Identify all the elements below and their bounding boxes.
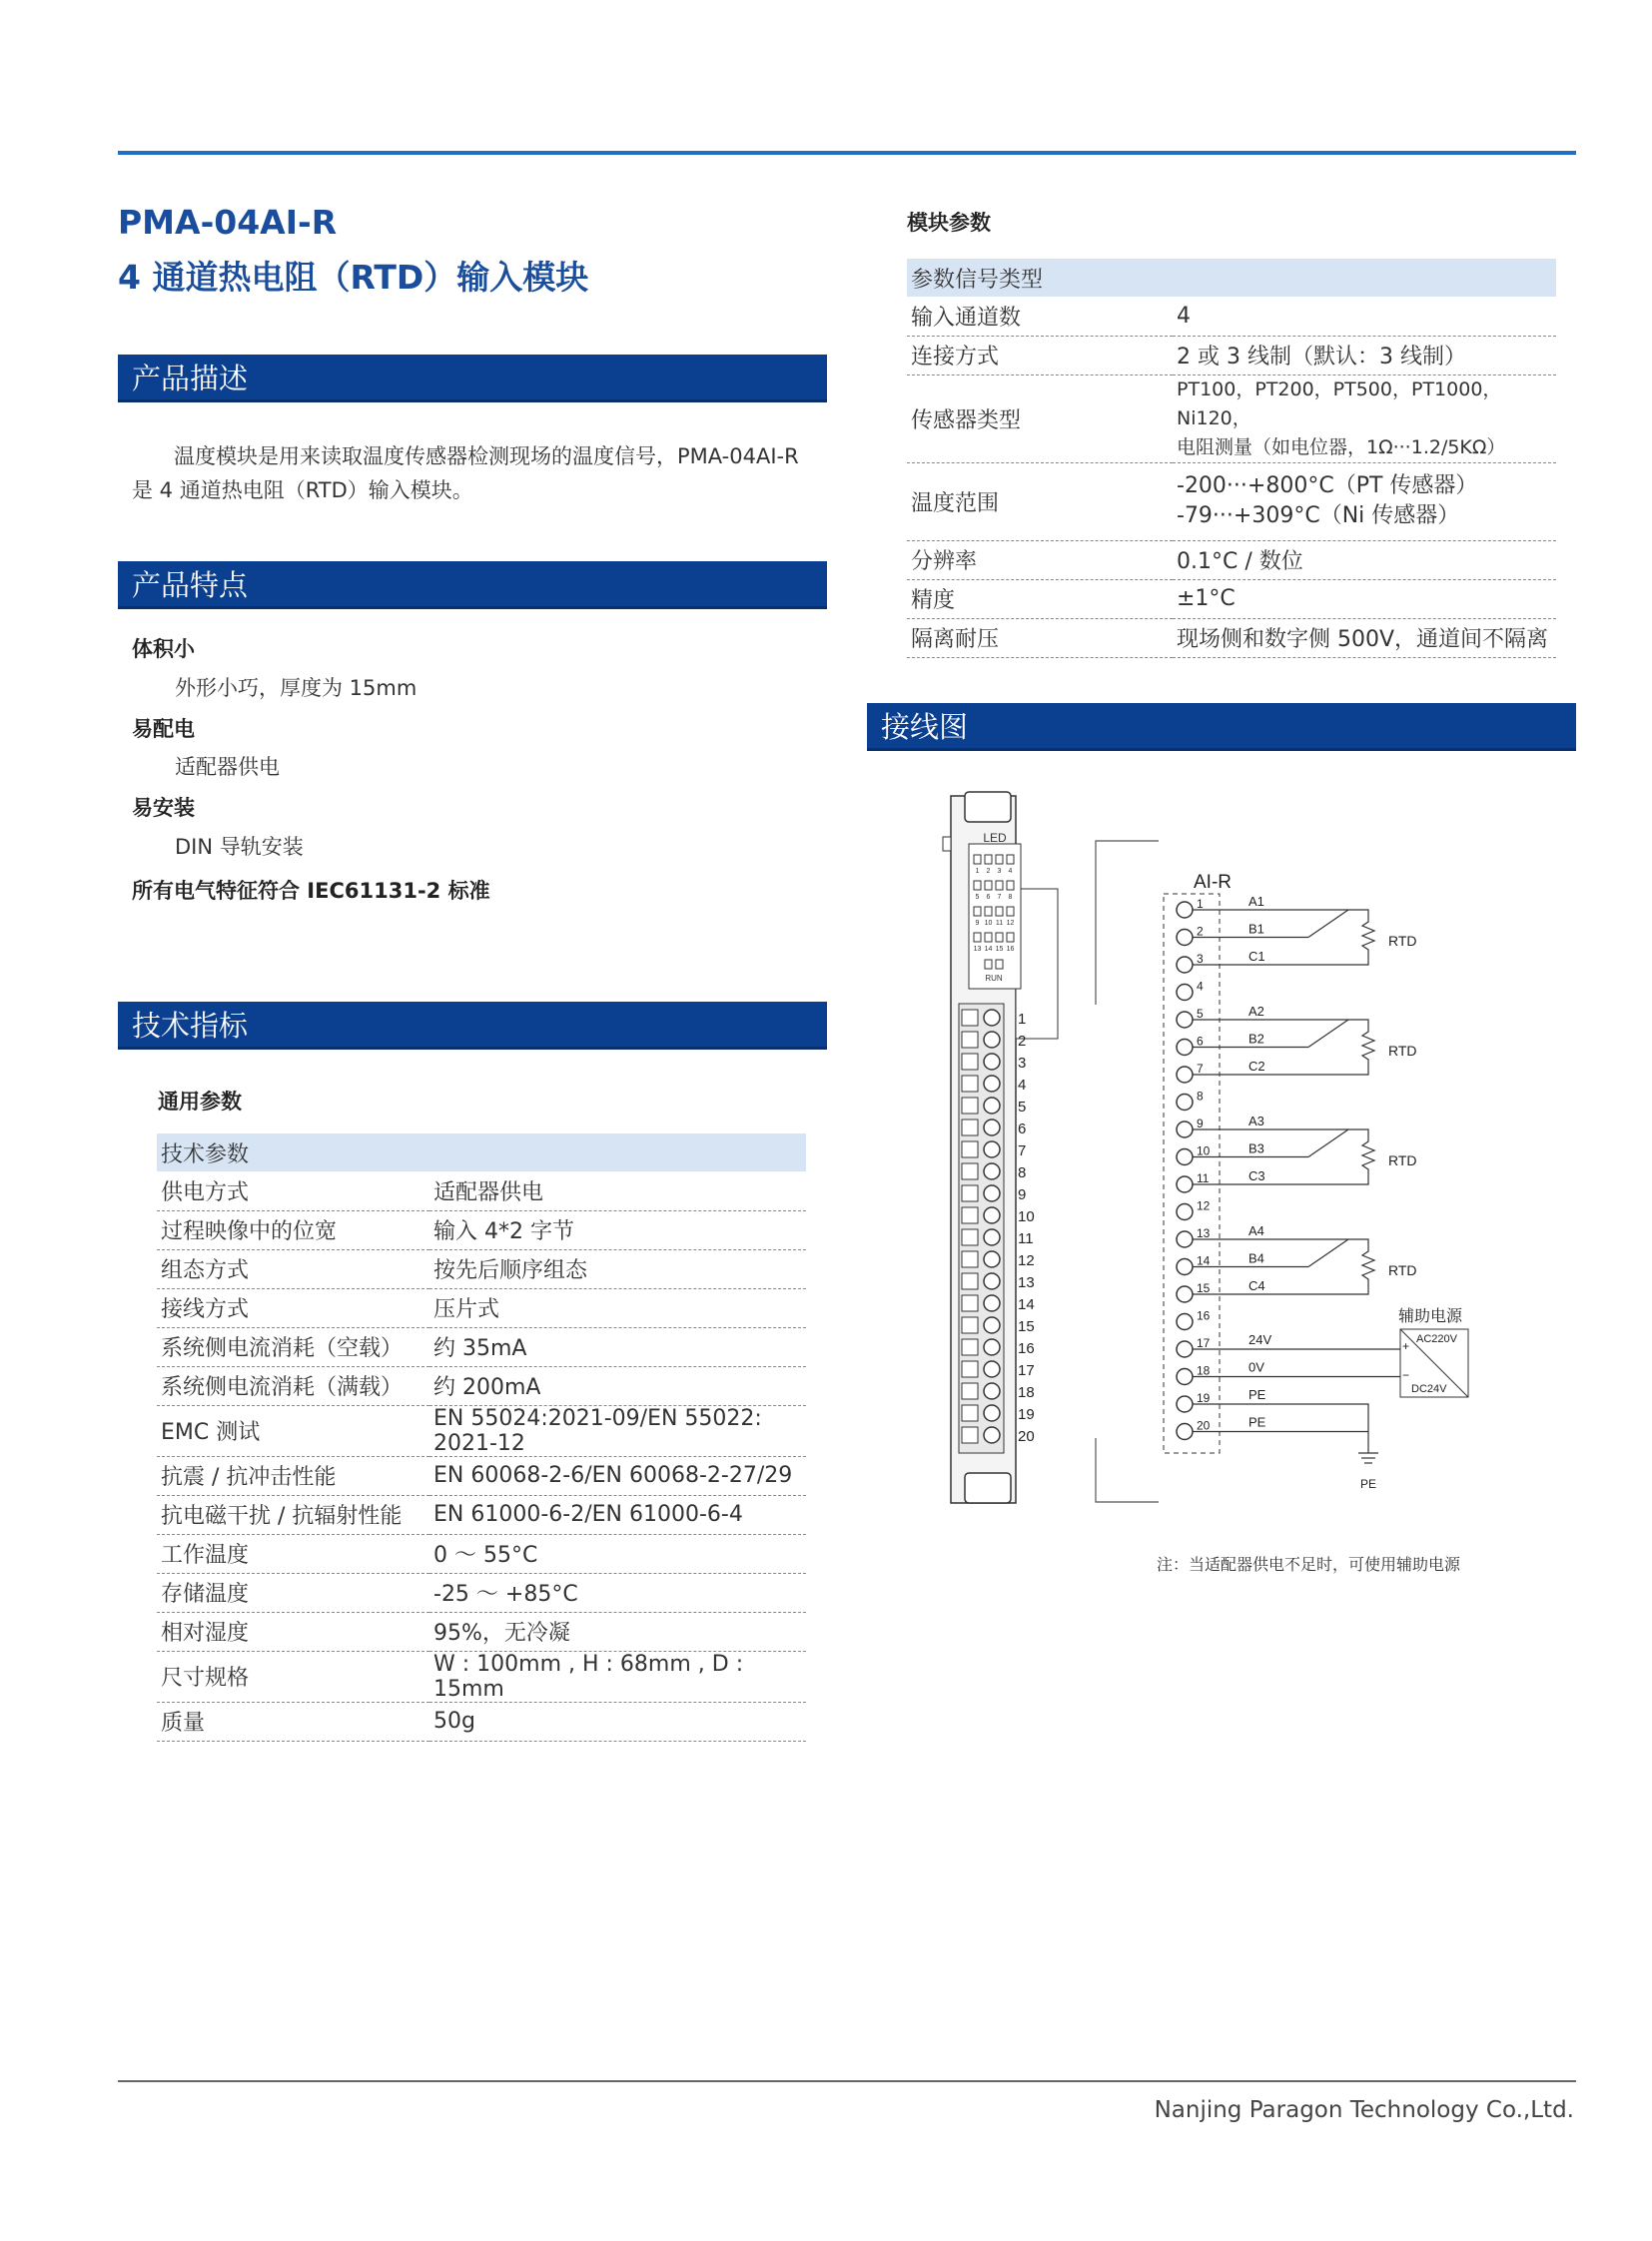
pe-ground-label: PE bbox=[1359, 1477, 1377, 1491]
airterminal-number: 8 bbox=[1197, 1089, 1204, 1104]
rtd-label: RTD bbox=[1388, 1043, 1417, 1059]
minus-sign: − bbox=[1402, 1368, 1410, 1382]
param-value: 约 35mA bbox=[429, 1327, 806, 1366]
param-value: 95%，无冷凝 bbox=[429, 1612, 806, 1651]
led-number: 6 bbox=[986, 894, 991, 901]
rtd-resistor bbox=[1348, 1129, 1374, 1184]
led-indicator bbox=[985, 933, 992, 942]
led-indicator bbox=[1007, 907, 1014, 916]
feature-title: 所有电气特征符合 IEC61131-2 标准 bbox=[132, 879, 490, 903]
param-value: 0 ～ 55°C bbox=[429, 1534, 806, 1573]
terminal-number: 16 bbox=[1018, 1340, 1035, 1357]
terminal-screw bbox=[984, 1405, 1000, 1421]
dc-label: DC24V bbox=[1411, 1383, 1447, 1395]
wire-label: A2 bbox=[1248, 1004, 1264, 1019]
wire-pe bbox=[1193, 1404, 1368, 1424]
module-params-title: 模块参数 bbox=[907, 211, 991, 235]
airterminal-number: 4 bbox=[1197, 979, 1204, 994]
rtd-label: RTD bbox=[1388, 933, 1417, 949]
ac-label: AC220V bbox=[1416, 1333, 1457, 1345]
terminal-latch bbox=[962, 1229, 978, 1245]
section-description: 产品描述 bbox=[118, 355, 827, 402]
airterminal-number: 9 bbox=[1197, 1117, 1204, 1130]
terminal-number: 15 bbox=[1018, 1318, 1035, 1335]
terminal-latch bbox=[962, 1383, 978, 1399]
param-value: 50g bbox=[429, 1702, 806, 1741]
wire-label: A3 bbox=[1248, 1114, 1264, 1128]
wire-b-link bbox=[1308, 1020, 1348, 1048]
airterminal bbox=[1177, 1121, 1193, 1137]
airterminal-number: 18 bbox=[1197, 1363, 1211, 1378]
param-value-line: 0.1°C / 数位 bbox=[1177, 549, 1303, 574]
airterminal-number: 6 bbox=[1197, 1034, 1204, 1049]
wire-label: C4 bbox=[1248, 1278, 1265, 1293]
led-number: 8 bbox=[1008, 894, 1013, 901]
terminal-number: 10 bbox=[1018, 1208, 1035, 1225]
led-number: 14 bbox=[984, 946, 993, 953]
product-model: PMA-04AI-R bbox=[118, 203, 338, 242]
param-name: 分辨率 bbox=[907, 540, 1173, 579]
terminal-latch bbox=[962, 1427, 978, 1443]
led-number: 12 bbox=[1006, 920, 1015, 927]
airterminal bbox=[1177, 902, 1193, 918]
terminal-number: 8 bbox=[1018, 1164, 1027, 1181]
power-label: PE bbox=[1248, 1387, 1266, 1402]
wire-label: B3 bbox=[1248, 1140, 1264, 1156]
led-indicator bbox=[985, 907, 992, 916]
terminal-screw bbox=[984, 1120, 1000, 1135]
terminal-latch bbox=[962, 1273, 978, 1289]
param-value: 按先后顺序组态 bbox=[429, 1249, 806, 1288]
param-name: 尺寸规格 bbox=[157, 1651, 429, 1702]
wire-label: A1 bbox=[1248, 894, 1264, 909]
led-indicator bbox=[974, 907, 981, 916]
terminal-screw bbox=[984, 1229, 1000, 1245]
param-name: 接线方式 bbox=[157, 1288, 429, 1327]
terminal-number: 4 bbox=[1018, 1077, 1027, 1094]
terminal-latch bbox=[962, 1295, 978, 1311]
param-name: 供电方式 bbox=[157, 1171, 429, 1210]
airterminal-number: 16 bbox=[1197, 1308, 1211, 1323]
airterminal bbox=[1177, 1067, 1193, 1083]
led-number: 11 bbox=[995, 920, 1004, 927]
led-number: 16 bbox=[1006, 946, 1015, 953]
param-value: EN 60068-2-6/EN 60068-2-27/29 bbox=[429, 1456, 806, 1495]
param-name: 过程映像中的位宽 bbox=[157, 1210, 429, 1249]
airterminal bbox=[1177, 1176, 1193, 1192]
param-name: 输入通道数 bbox=[907, 297, 1173, 336]
led-indicator bbox=[1007, 881, 1014, 890]
airterminal-number: 15 bbox=[1197, 1281, 1211, 1295]
airterminal bbox=[1177, 1231, 1193, 1247]
param-name: 隔离耐压 bbox=[907, 618, 1173, 657]
param-name: 温度范围 bbox=[907, 462, 1173, 540]
terminal-latch bbox=[962, 1339, 978, 1355]
run-label: RUN bbox=[985, 974, 1003, 983]
rtd-resistor bbox=[1348, 1239, 1374, 1294]
terminal-number: 12 bbox=[1018, 1252, 1035, 1269]
terminal-number: 3 bbox=[1018, 1055, 1027, 1072]
footer-company: Nanjing Paragon Technology Co.,Ltd. bbox=[1154, 2097, 1574, 2123]
led-indicator bbox=[996, 933, 1003, 942]
led-indicator bbox=[996, 855, 1003, 864]
param-value: EN 61000-6-2/EN 61000-6-4 bbox=[429, 1495, 806, 1534]
param-name: 系统侧电流消耗（空载） bbox=[157, 1327, 429, 1366]
terminal-latch bbox=[962, 1010, 978, 1026]
led-number: 10 bbox=[984, 920, 993, 927]
airterminal-number: 20 bbox=[1197, 1418, 1211, 1433]
param-name: 系统侧电流消耗（满载） bbox=[157, 1366, 429, 1405]
param-value: 输入 4*2 字节 bbox=[429, 1210, 806, 1249]
terminal-latch bbox=[962, 1251, 978, 1267]
airterminal-number: 11 bbox=[1197, 1171, 1210, 1185]
param-value: W : 100mm , H : 68mm , D : 15mm bbox=[429, 1651, 806, 1702]
wire-b-link bbox=[1308, 910, 1348, 938]
param-value-line: 4 bbox=[1177, 303, 1191, 329]
param-name: 质量 bbox=[157, 1702, 429, 1741]
param-name: 相对湿度 bbox=[157, 1612, 429, 1651]
airterminal-number: 7 bbox=[1197, 1062, 1204, 1076]
airterminal bbox=[1177, 1396, 1193, 1412]
terminal-number: 9 bbox=[1018, 1186, 1027, 1203]
param-value-line: -200···+800°C（PT 传感器） bbox=[1177, 473, 1478, 498]
airterminal bbox=[1177, 957, 1193, 973]
terminal-screw bbox=[984, 1251, 1000, 1267]
terminal-screw bbox=[984, 1273, 1000, 1289]
terminal-screw bbox=[984, 1010, 1000, 1026]
airterminal-number: 5 bbox=[1197, 1007, 1204, 1021]
airterminal bbox=[1177, 1149, 1193, 1165]
module-bottom-clip bbox=[965, 1473, 1011, 1503]
product-title: 4 通道热电阻（RTD）输入模块 bbox=[118, 258, 589, 297]
airterminal-number: 17 bbox=[1197, 1336, 1211, 1350]
param-name: EMC 测试 bbox=[157, 1405, 429, 1456]
terminal-number: 18 bbox=[1018, 1384, 1035, 1401]
feature-title: 易配电 bbox=[132, 717, 195, 741]
param-name: 工作温度 bbox=[157, 1534, 429, 1573]
module-label: AI-R bbox=[1194, 872, 1232, 893]
led-label: LED bbox=[983, 831, 1007, 845]
wire-label: C1 bbox=[1248, 949, 1265, 964]
airterminal-number: 2 bbox=[1197, 924, 1204, 939]
rtd-label: RTD bbox=[1388, 1262, 1417, 1278]
terminal-screw bbox=[984, 1383, 1000, 1399]
led-number: 5 bbox=[975, 894, 980, 901]
terminal-latch bbox=[962, 1361, 978, 1377]
general-params-header: 技术参数 bbox=[157, 1133, 806, 1171]
led-indicator bbox=[996, 881, 1003, 890]
rtd-label: RTD bbox=[1388, 1152, 1417, 1168]
param-value: 约 200mA bbox=[429, 1366, 806, 1405]
module-top-clip bbox=[965, 792, 1011, 822]
terminal-number: 17 bbox=[1018, 1362, 1035, 1379]
section-specs: 技术指标 bbox=[118, 1002, 827, 1050]
led-number: 2 bbox=[986, 868, 991, 875]
airterminal bbox=[1177, 1369, 1193, 1385]
terminal-screw bbox=[984, 1098, 1000, 1114]
airterminal bbox=[1177, 985, 1193, 1001]
led-indicator bbox=[1007, 933, 1014, 942]
run-led bbox=[985, 960, 992, 969]
module-side-tab bbox=[943, 837, 951, 851]
param-value-line: 电阻测量（如电位器，1Ω···1.2/5KΩ） bbox=[1177, 435, 1506, 458]
led-indicator bbox=[974, 933, 981, 942]
param-value-line: 现场侧和数字侧 500V，通道间不隔离 bbox=[1177, 627, 1549, 652]
param-value: 压片式 bbox=[429, 1288, 806, 1327]
airterminal-number: 14 bbox=[1197, 1253, 1211, 1268]
terminal-number: 19 bbox=[1018, 1406, 1035, 1423]
terminal-latch bbox=[962, 1185, 978, 1201]
led-indicator bbox=[974, 855, 981, 864]
bracket-top bbox=[1096, 841, 1159, 1005]
bracket-bottom bbox=[1096, 1438, 1159, 1502]
led-number: 7 bbox=[997, 894, 1002, 901]
wire-label: A4 bbox=[1248, 1223, 1264, 1238]
param-value-line: -79···+309°C（Ni 传感器） bbox=[1177, 503, 1460, 528]
description-line-2: 是 4 通道热电阻（RTD）输入模块。 bbox=[132, 478, 473, 502]
led-number: 1 bbox=[975, 868, 980, 875]
terminal-latch bbox=[962, 1054, 978, 1070]
wire-label: C2 bbox=[1248, 1059, 1265, 1074]
param-value-line: PT100，PT200，PT500，PT1000，Ni120， bbox=[1177, 377, 1502, 429]
wire-label: B1 bbox=[1248, 921, 1264, 937]
param-name: 精度 bbox=[907, 579, 1173, 618]
led-indicator bbox=[996, 907, 1003, 916]
terminal-number: 7 bbox=[1018, 1142, 1027, 1159]
power-label: 24V bbox=[1248, 1332, 1272, 1347]
param-name: 连接方式 bbox=[907, 336, 1173, 374]
wire-label: B2 bbox=[1248, 1031, 1264, 1047]
section-features: 产品特点 bbox=[118, 561, 827, 609]
airterminal bbox=[1177, 1040, 1193, 1056]
param-name: 抗震 / 抗冲击性能 bbox=[157, 1456, 429, 1495]
section-wiring: 接线图 bbox=[867, 703, 1576, 751]
param-name: 传感器类型 bbox=[907, 374, 1173, 462]
aux-power-label: 辅助电源 bbox=[1398, 1306, 1463, 1325]
led-number: 13 bbox=[973, 946, 982, 953]
terminal-latch bbox=[962, 1032, 978, 1048]
param-value: 适配器供电 bbox=[429, 1171, 806, 1210]
airterminal bbox=[1177, 930, 1193, 946]
airterminal-number: 19 bbox=[1197, 1391, 1211, 1405]
led-number: 4 bbox=[1008, 868, 1013, 875]
terminal-number: 2 bbox=[1018, 1033, 1027, 1050]
bottom-rule bbox=[118, 2080, 1576, 2082]
airterminal bbox=[1177, 1341, 1193, 1357]
terminal-screw bbox=[984, 1361, 1000, 1377]
run-led bbox=[996, 960, 1003, 969]
feature-text: 外形小巧，厚度为 15mm bbox=[175, 676, 417, 700]
terminal-number: 6 bbox=[1018, 1120, 1027, 1137]
diagram-note: 注：当适配器供电不足时，可使用辅助电源 bbox=[1157, 1555, 1461, 1574]
terminal-screw bbox=[984, 1076, 1000, 1092]
rtd-resistor bbox=[1348, 1020, 1374, 1075]
terminal-screw bbox=[984, 1295, 1000, 1311]
terminal-number: 11 bbox=[1018, 1230, 1034, 1247]
module-params-header: 参数信号类型 bbox=[907, 259, 1556, 297]
feature-title: 体积小 bbox=[132, 637, 195, 661]
param-value: EN 55024:2021-09/EN 55022: 2021-12 bbox=[429, 1405, 806, 1456]
general-params-title: 通用参数 bbox=[158, 1090, 242, 1114]
wire-b-link bbox=[1308, 1129, 1348, 1157]
airterminal bbox=[1177, 1259, 1193, 1275]
terminal-latch bbox=[962, 1405, 978, 1421]
feature-title: 易安装 bbox=[132, 796, 195, 820]
param-name: 存储温度 bbox=[157, 1573, 429, 1612]
terminal-number: 14 bbox=[1018, 1296, 1035, 1313]
led-indicator bbox=[985, 855, 992, 864]
terminal-number: 13 bbox=[1018, 1274, 1035, 1291]
airterminal bbox=[1177, 1095, 1193, 1111]
terminal-latch bbox=[962, 1120, 978, 1135]
param-value: -25 ～ +85°C bbox=[429, 1573, 806, 1612]
rtd-resistor bbox=[1348, 910, 1374, 965]
param-value-line: 2 或 3 线制（默认：3 线制） bbox=[1177, 345, 1466, 370]
terminal-screw bbox=[984, 1427, 1000, 1443]
airterminal-number: 10 bbox=[1197, 1143, 1211, 1158]
led-indicator bbox=[1007, 855, 1014, 864]
terminal-latch bbox=[962, 1141, 978, 1157]
airterminal bbox=[1177, 1314, 1193, 1330]
wire-b-link bbox=[1308, 1239, 1348, 1267]
wire-label: B4 bbox=[1248, 1250, 1264, 1266]
led-indicator bbox=[985, 881, 992, 890]
feature-text: 适配器供电 bbox=[175, 755, 280, 779]
plus-sign: + bbox=[1402, 1339, 1410, 1353]
led-number: 15 bbox=[995, 946, 1004, 953]
airterminal bbox=[1177, 1204, 1193, 1220]
airterminal bbox=[1177, 1012, 1193, 1028]
led-indicator bbox=[974, 881, 981, 890]
wire-label: C3 bbox=[1248, 1168, 1265, 1183]
param-value-line: ±1°C bbox=[1177, 586, 1236, 611]
description-line-1: 温度模块是用来读取温度传感器检测现场的温度信号，PMA-04AI-R bbox=[174, 444, 799, 468]
terminal-screw bbox=[984, 1207, 1000, 1223]
terminal-screw bbox=[984, 1163, 1000, 1179]
terminal-screw bbox=[984, 1339, 1000, 1355]
led-number: 3 bbox=[997, 868, 1002, 875]
airterminal bbox=[1177, 1286, 1193, 1302]
feature-text: DIN 导轨安装 bbox=[175, 835, 304, 859]
terminal-latch bbox=[962, 1317, 978, 1333]
terminal-latch bbox=[962, 1098, 978, 1114]
param-name: 抗电磁干扰 / 抗辐射性能 bbox=[157, 1495, 429, 1534]
power-label: 0V bbox=[1248, 1359, 1264, 1375]
airmodule-outline bbox=[1164, 894, 1220, 1453]
airterminal-number: 1 bbox=[1197, 897, 1204, 911]
terminal-latch bbox=[962, 1207, 978, 1223]
airterminal bbox=[1177, 1424, 1193, 1440]
airterminal-number: 13 bbox=[1197, 1226, 1211, 1240]
power-label: PE bbox=[1248, 1414, 1266, 1430]
terminal-number: 5 bbox=[1018, 1099, 1027, 1116]
led-number: 9 bbox=[975, 920, 980, 927]
airterminal-number: 3 bbox=[1197, 952, 1204, 966]
terminal-screw bbox=[984, 1032, 1000, 1048]
terminal-latch bbox=[962, 1076, 978, 1092]
terminal-screw bbox=[984, 1185, 1000, 1201]
airterminal-number: 12 bbox=[1197, 1198, 1211, 1213]
terminal-number: 1 bbox=[1018, 1011, 1027, 1028]
terminal-latch bbox=[962, 1163, 978, 1179]
terminal-screw bbox=[984, 1317, 1000, 1333]
terminal-number: 20 bbox=[1018, 1428, 1035, 1445]
param-name: 组态方式 bbox=[157, 1249, 429, 1288]
terminal-screw bbox=[984, 1054, 1000, 1070]
terminal-screw bbox=[984, 1141, 1000, 1157]
channel-wiring bbox=[1177, 894, 1417, 1440]
